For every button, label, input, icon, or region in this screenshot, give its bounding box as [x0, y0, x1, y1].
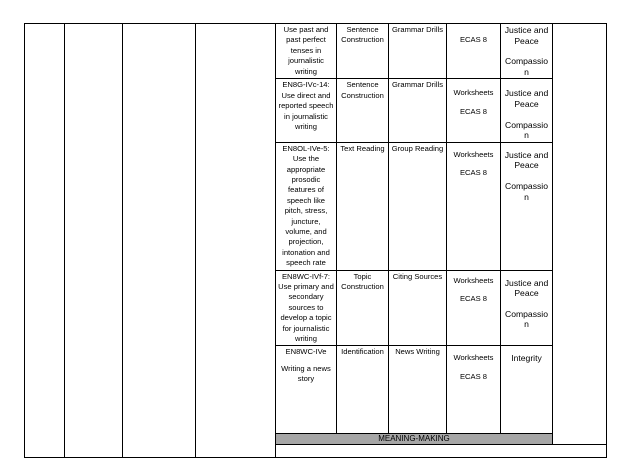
activity-cell — [389, 24, 447, 79]
values-line: Justice and Peace — [504, 88, 549, 109]
activity-text: News Writing — [395, 347, 440, 357]
activity-text: Grammar Drills — [391, 25, 444, 34]
table-row — [25, 24, 607, 79]
activity-cell — [389, 142, 447, 270]
content-cell — [337, 270, 389, 346]
activity-cell — [389, 79, 447, 142]
content-cell — [337, 346, 389, 434]
content-text: Text Reading — [340, 143, 385, 153]
activity-text: Grammar Drills — [391, 80, 444, 90]
materials-cell — [447, 79, 501, 142]
values-line: Justice and Peace — [504, 25, 549, 46]
values-line: Integrity — [511, 353, 542, 364]
content-cell — [337, 142, 389, 270]
values-line: Compassion — [505, 56, 548, 77]
competency-cell — [276, 24, 337, 79]
values-cell — [501, 270, 553, 346]
materials-line: Worksheets — [453, 88, 494, 98]
values-line: Compassion — [505, 119, 548, 141]
content-text: Topic Construction — [341, 271, 384, 292]
content-text: Sentence Construction — [341, 80, 384, 100]
materials-line: ECAS 8 — [459, 106, 487, 116]
values-cell — [501, 79, 553, 142]
competency-text: EN8WC-IVe — [285, 347, 327, 357]
materials-line: ECAS 8 — [459, 371, 487, 381]
values-line: Justice and Peace — [504, 277, 549, 299]
activity-text: Citing Sources — [392, 271, 443, 281]
values-line: Compassion — [505, 180, 548, 202]
materials-cell — [447, 346, 501, 434]
values-cell — [501, 24, 553, 79]
content-text: Sentence Construction — [341, 25, 384, 45]
competency-text: EN8G-IVc-14: Use direct and reported speech in journalistic writing — [278, 80, 334, 131]
materials-line: ECAS 8 — [459, 35, 487, 44]
values-line: Compassion — [505, 308, 548, 330]
content-cell — [337, 24, 389, 79]
materials-line: ECAS 8 — [459, 168, 487, 178]
activity-text: Group Reading — [391, 143, 444, 153]
values-cell — [501, 142, 553, 270]
empty-cell — [196, 24, 276, 458]
empty-cell — [276, 445, 607, 458]
content-text: Identification — [341, 347, 384, 357]
section-banner: MEANING-MAKING — [276, 434, 553, 445]
activity-cell — [389, 346, 447, 434]
lesson-plan-table — [24, 23, 607, 458]
activity-cell — [389, 270, 447, 346]
materials-cell — [447, 142, 501, 270]
competency-text: EN8OL-IVe-5: Use the appropriate prosodic features of speech like pitch, stress, juncture, volume, and projection, intonation and speech rate — [282, 143, 330, 268]
empty-cell — [25, 24, 65, 458]
competency-cell — [276, 270, 337, 346]
competency-cell — [276, 79, 337, 142]
materials-cell — [447, 24, 501, 79]
empty-cell — [123, 24, 196, 458]
competency-text: Writing a news story — [281, 363, 331, 384]
competency-cell — [276, 346, 337, 434]
materials-line: Worksheets — [453, 353, 494, 363]
competency-cell — [276, 142, 337, 270]
content-cell — [337, 79, 389, 142]
empty-cell — [65, 24, 123, 458]
materials-cell — [447, 270, 501, 346]
values-line: Justice and Peace — [504, 149, 549, 171]
competency-text: Use past and past perfect tenses in journalistic writing — [283, 25, 329, 76]
materials-line: ECAS 8 — [459, 294, 487, 304]
competency-text: EN8WC-IVf-7: Use primary and secondary sources to develop a topic for journalistic writing — [278, 271, 334, 344]
materials-line: Worksheets — [453, 149, 494, 159]
values-cell — [501, 346, 553, 434]
empty-cell — [553, 24, 607, 445]
materials-line: Worksheets — [453, 275, 494, 285]
